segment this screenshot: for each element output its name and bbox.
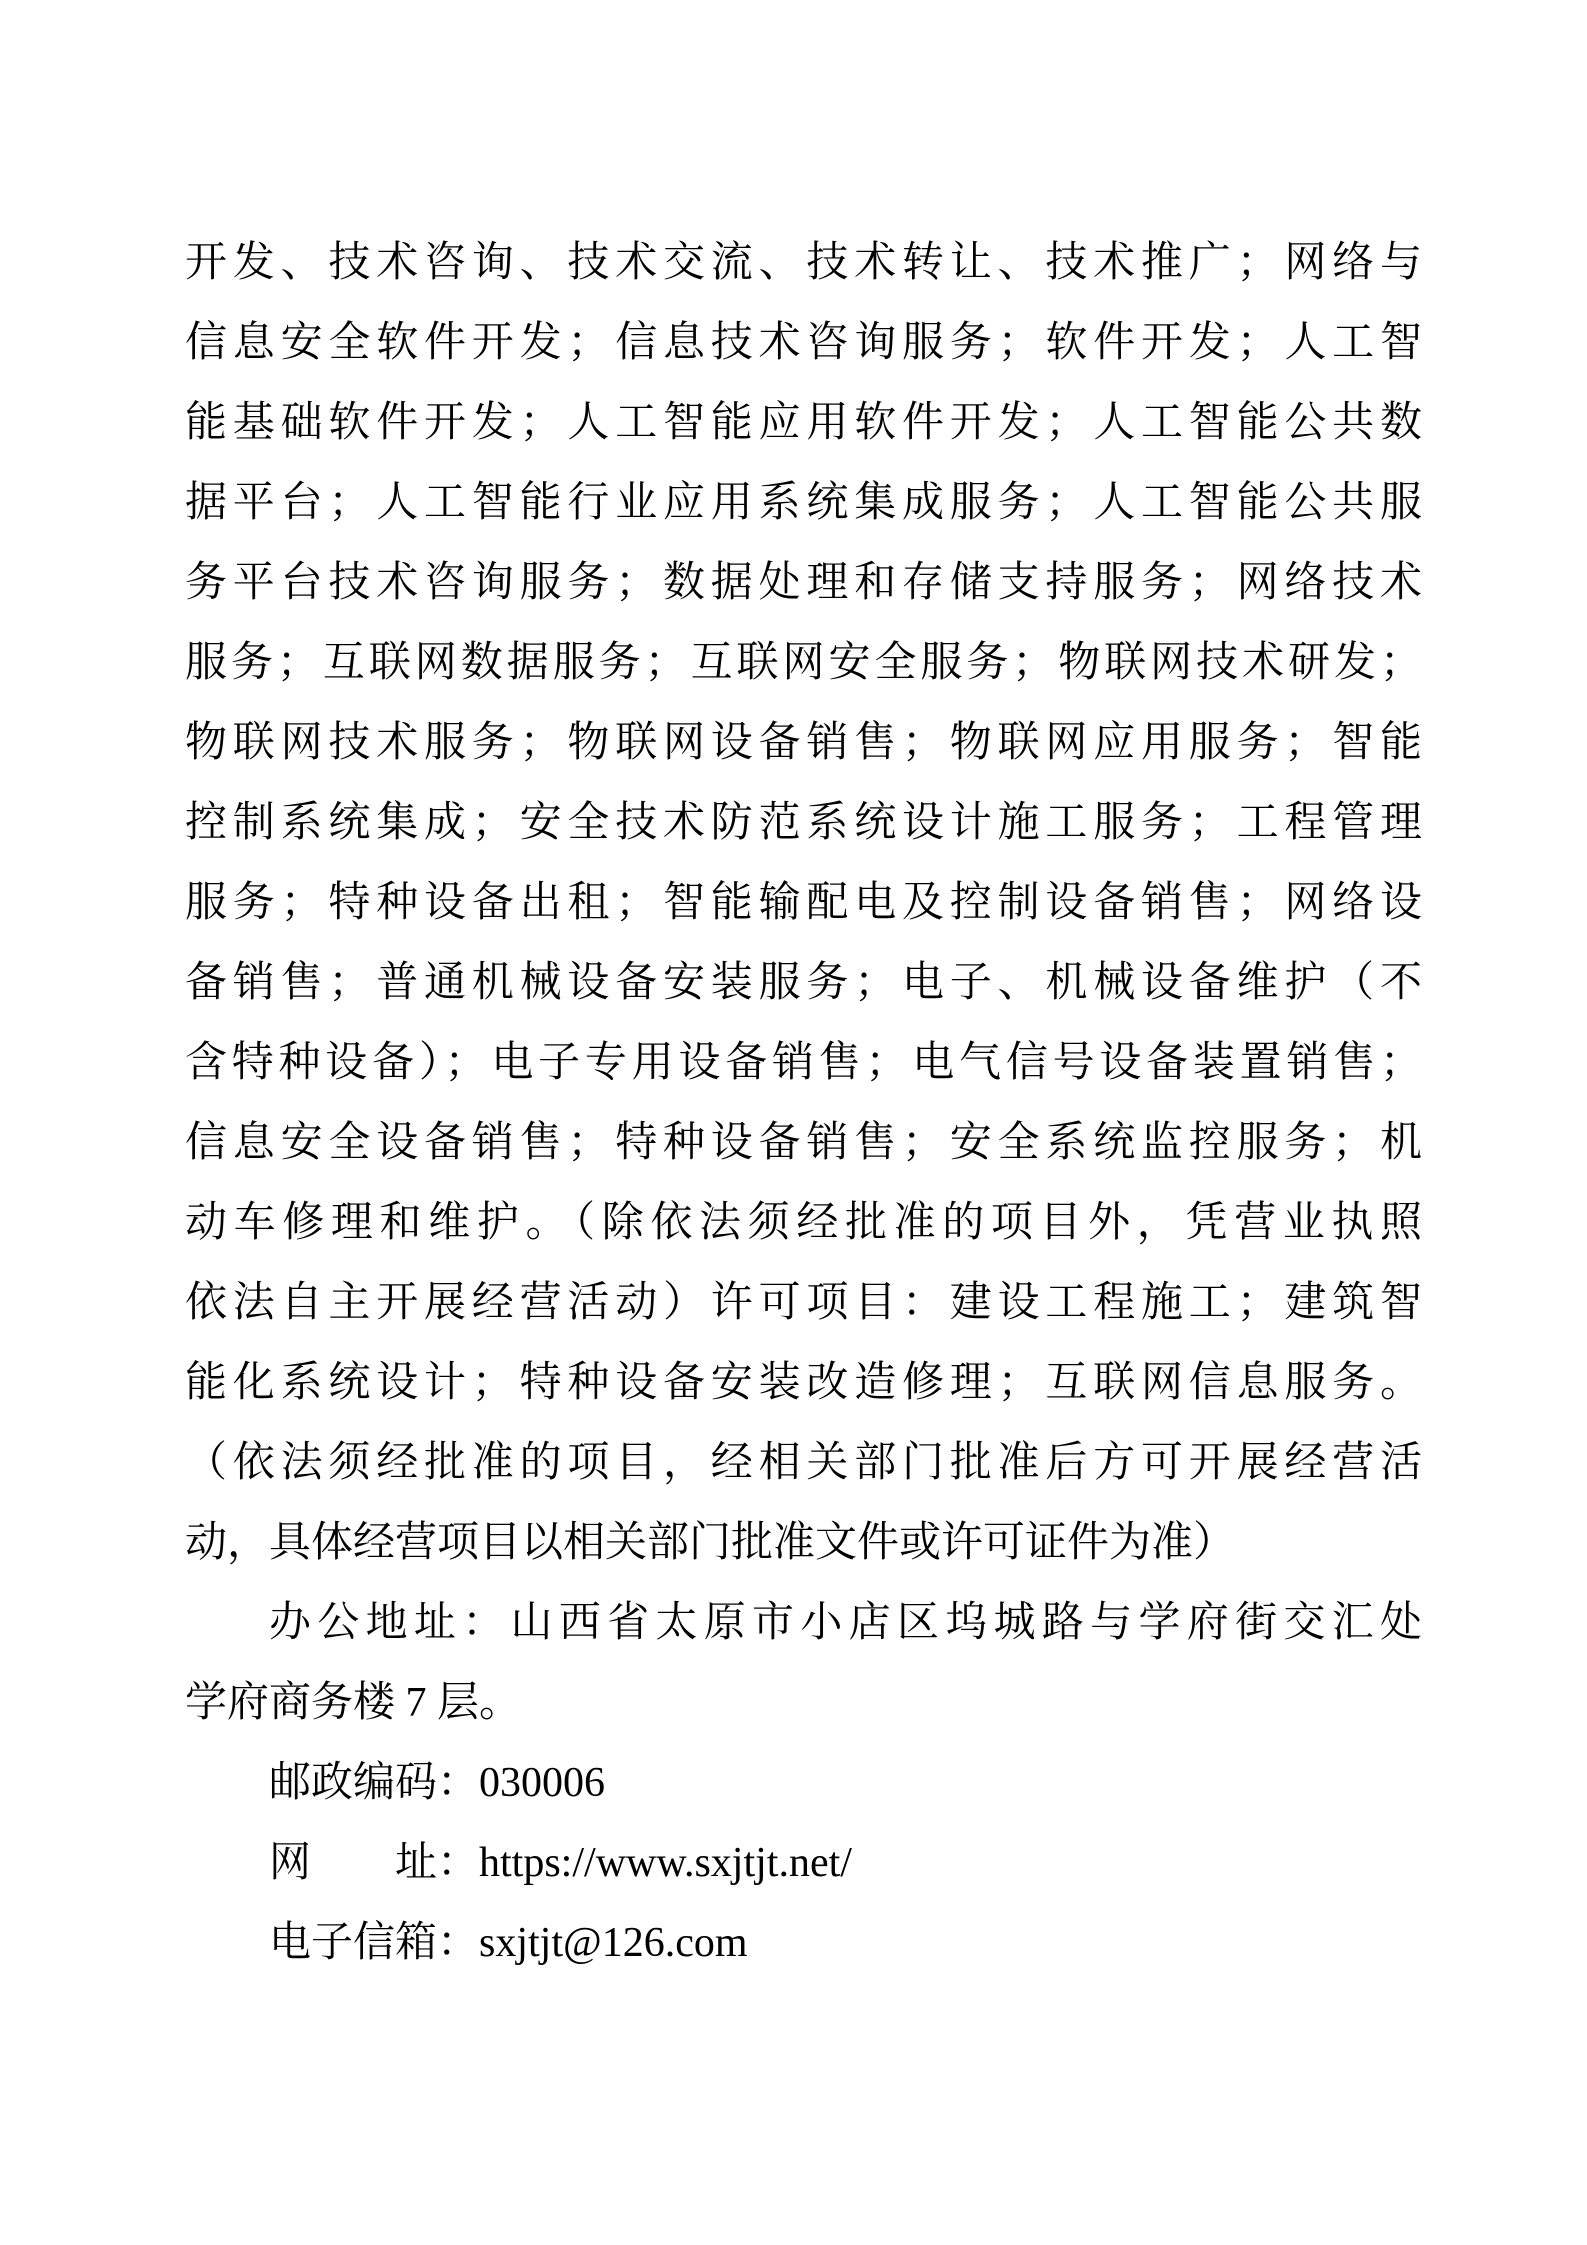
text-line: 务平台技术咨询服务；数据处理和存储支持服务；网络技术 [185, 560, 1422, 606]
text-line: 据平台；人工智能行业应用系统集成服务；人工智能公共服 [185, 480, 1422, 526]
text-line: 物联网技术服务；物联网设备销售；物联网应用服务；智能 [185, 720, 1422, 766]
text-line: 开发、技术咨询、技术交流、技术转让、技术推广；网络与 [185, 240, 1422, 286]
text-line: 能化系统设计；特种设备安装改造修理；互联网信息服务。 [185, 1360, 1422, 1406]
text-line: 动车修理和维护。（除依法须经批准的项目外，凭营业执照 [185, 1200, 1422, 1246]
text-line: 网 址：https://www.sxjtjt.net/ [269, 1840, 852, 1886]
text-line: 邮政编码：030006 [269, 1760, 606, 1806]
text-line: 含特种设备）；电子专用设备销售；电气信号设备装置销售； [185, 1040, 1422, 1086]
text-line: 服务；特种设备出租；智能输配电及控制设备销售；网络设 [185, 880, 1422, 926]
text-line: 依法自主开展经营活动）许可项目：建设工程施工；建筑智 [185, 1280, 1422, 1326]
text-line: 动，具体经营项目以相关部门批准文件或许可证件为准） [185, 1520, 1236, 1566]
business-scope-text-block [185, 223, 1422, 1983]
text-line: 备销售；普通机械设备安装服务；电子、机械设备维护（不 [185, 960, 1422, 1006]
text-line: 信息安全设备销售；特种设备销售；安全系统监控服务；机 [185, 1120, 1422, 1166]
text-line: 学府商务楼 7 层。 [185, 1680, 522, 1726]
text-line: （依法须经批准的项目，经相关部门批准后方可开展经营活 [185, 1440, 1422, 1486]
text-line: 控制系统集成；安全技术防范系统设计施工服务；工程管理 [185, 800, 1422, 846]
text-line: 服务；互联网数据服务；互联网安全服务；物联网技术研发； [185, 640, 1422, 686]
text-line: 能基础软件开发；人工智能应用软件开发；人工智能公共数 [185, 400, 1422, 446]
text-line: 信息安全软件开发；信息技术咨询服务；软件开发；人工智 [185, 320, 1422, 366]
text-line: 电子信箱：sxjtjt@126.com [269, 1920, 748, 1966]
text-line: 办公地址：山西省太原市小店区坞城路与学府街交汇处 [269, 1600, 1422, 1646]
